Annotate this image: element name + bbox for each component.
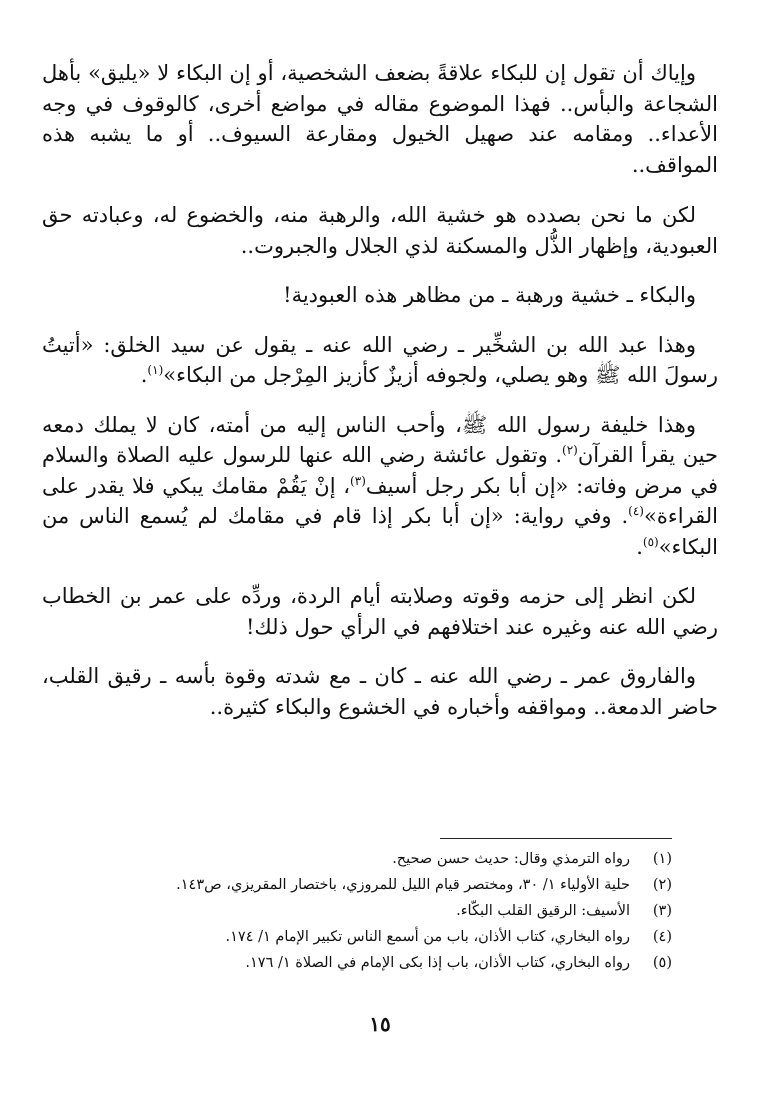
paragraph-5-part-5: . (636, 534, 643, 559)
paragraph-5-part-2: . وتقول عائشة رضي الله عنها للرسول عليه الصلاة والسلام في مرض وفاته: «إن أبا بكر رجل أسيف (42, 443, 719, 498)
footnote-text: حلية الأولياء ١/ ٣٠، ومختصر قيام الليل للمروزي، باختصار المقريزي، ص١٤٣. (176, 877, 630, 893)
paragraph-2 (42, 200, 718, 261)
paragraph-3-text: والبكاء ـ خشية ورهبة ـ من مظاهر هذه العبودية! (283, 283, 696, 307)
paragraph-6 (42, 581, 718, 642)
footnote-ref-4[interactable]: (٤) (628, 504, 644, 518)
paragraph-4 (42, 330, 718, 391)
paragraph-7-text: والفاروق عمر ـ رضي الله عنه ـ كان ـ مع شدته وقوة بأسه ـ رقيق القلب، حاضر الدمعة.. ومواقفه وأخباره في الخشوع والبكاء كثيرة.. (42, 664, 718, 719)
footnote-number: (٢) (652, 877, 672, 893)
paragraph-2-text: لكن ما نحن بصدده هو خشية الله، والرهبة منه، والخضوع له، وعبادته حق العبودية، وإظهار الذُّل والمسكنة لذي الجلال والجبروت.. (42, 203, 718, 258)
paragraph-6-text: لكن انظر إلى حزمه وقوته وصلابته أيام الردة، وردِّه على عمر بن الخطاب رضي الله عنه وغيره عند اختلافهم في الرأي حول ذلك! (42, 584, 718, 639)
paragraph-5-part-1: وهذا خليفة رسول الله ﷺ، وأحب الناس إليه من أمته، كان لا يملك دمعه حين يقرأ القرآن (42, 412, 718, 467)
footnote-ref-5[interactable]: (٥) (642, 534, 659, 549)
paragraph-5-part-3: ، إنْ يَقُمْ مقامك يبكي فلا يقدر على القراءة» (42, 473, 718, 528)
footnote-number: (٣) (652, 903, 672, 919)
paragraph-5-part-4: . وفي رواية: «إن أبا بكر إذا قام في مقامك لم يُسمع الناس من البكاء» (42, 504, 718, 559)
footnote-number: (٤) (652, 929, 672, 945)
footnote-number: (١) (652, 851, 672, 867)
footnote-divider (440, 838, 672, 839)
footnotes-list (80, 846, 672, 976)
paragraph-3 (42, 280, 718, 311)
footnote-ref-2[interactable]: (٢) (562, 443, 578, 457)
paragraph-7 (42, 661, 718, 722)
footnote-item (80, 872, 672, 898)
footnote-text: رواه الترمذي وقال: حديث حسن صحيح. (392, 851, 630, 867)
footnote-item (80, 846, 672, 872)
footnote-number: (٥) (652, 955, 672, 971)
paragraph-4-text: وهذا عبد الله بن الشخِّير ـ رضي الله عنه ـ يقول عن سيد الخلق: «أتيتُ رسولَ الله ﷺ وهو يصلي، ولجوفه أزيزٌ كأزيز المِرْجل من البكاء» (42, 332, 718, 387)
paragraph-5 (42, 410, 718, 563)
footnote-item (80, 924, 672, 950)
paragraph-4-tail: . (140, 363, 148, 387)
footnote-text: رواه البخاري، كتاب الأذان، باب إذا بكى الإمام في الصلاة ١/ ١٧٦. (245, 955, 630, 971)
footnote-ref-1[interactable]: (١) (147, 363, 164, 377)
footnote-text: الأسيف: الرقيق القلب البكّاء. (456, 903, 630, 919)
footnote-ref-3[interactable]: (٣) (350, 473, 366, 488)
footnote-item (80, 950, 672, 976)
paragraph-1 (42, 58, 718, 180)
page-number: ١٥ (369, 1012, 391, 1036)
paragraph-1-text: وإياك أن تقول إن للبكاء علاقةً بضعف الشخصية، أو إن البكاء لا «يليق» بأهل الشجاعة والبأس.. فهذا الموضوع مقاله في مواضع أخرى، كالوقوف في وجه الأعداء.. ومقامه عند صهيل الخيول ومقارعة السيوف.. أو ما يشبه هذه المواقف.. (42, 61, 718, 177)
footnote-text: رواه البخاري، كتاب الأذان، باب من أسمع الناس تكبير الإمام ١/ ١٧٤. (225, 929, 630, 945)
footnote-item (80, 898, 672, 924)
